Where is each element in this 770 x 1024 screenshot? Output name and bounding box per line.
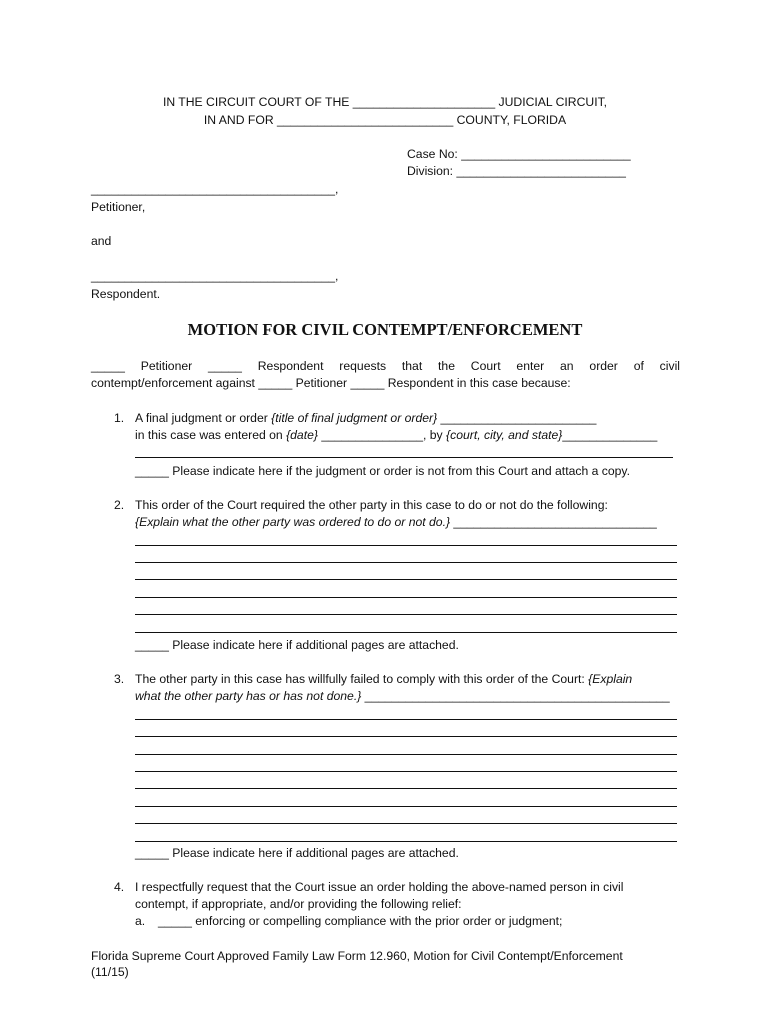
item-2-blank-rule bbox=[135, 632, 677, 633]
item-1-checkbox-line: _____ Please indicate here if the judgment or order is not from this Court and attach a copy. bbox=[135, 464, 631, 478]
item-3-blank-rule bbox=[135, 736, 677, 737]
court-line-2: IN AND FOR __________________________ COUNTY, FLORIDA bbox=[203, 113, 567, 127]
item-3-line-1-text: The other party in this case has willfully failed to comply with this order of the Court: bbox=[135, 672, 589, 686]
item-2-line-2 bbox=[135, 515, 657, 529]
item-4a-text: _____ enforcing or compelling compliance with the prior order or judgment; bbox=[158, 914, 563, 928]
item-3-explain-hint: {Explain bbox=[588, 672, 633, 686]
item-3-blank-rule bbox=[135, 823, 677, 824]
item-3-blank-rule bbox=[135, 719, 677, 720]
item-3-line-1 bbox=[135, 672, 632, 686]
item-3-line-2 bbox=[135, 689, 670, 703]
item-3-explain-hint-cont: what the other party has or has not done.} bbox=[135, 689, 362, 703]
item-1-court-hint: {court, city, and state} bbox=[446, 428, 563, 442]
court-line-1: IN THE CIRCUIT COURT OF THE _____________________ JUDICIAL CIRCUIT, bbox=[162, 95, 608, 109]
item-1-number: 1. bbox=[114, 411, 125, 425]
document-title: MOTION FOR CIVIL CONTEMPT/ENFORCEMENT bbox=[187, 320, 583, 339]
item-2-blank-rule bbox=[135, 597, 677, 598]
item-2-blank-rule bbox=[135, 579, 677, 580]
item-1-line-1 bbox=[135, 411, 596, 425]
petitioner-label: Petitioner, bbox=[91, 200, 146, 214]
item-3-blank-rule bbox=[135, 806, 677, 807]
item-1-line-2 bbox=[135, 428, 657, 442]
item-2-explain-hint: {Explain what the other party was ordered to do or not do.} bbox=[135, 515, 451, 529]
item-1-court-blank: ______________ bbox=[562, 428, 658, 442]
and-label: and bbox=[91, 234, 112, 248]
item-2-line-1: This order of the Court required the other party in this case to do or not do the following: bbox=[135, 498, 608, 512]
division-field: Division: _________________________ bbox=[407, 164, 626, 178]
item-1-line-2-text: in this case was entered on bbox=[135, 428, 287, 442]
item-3-blank-rule bbox=[135, 771, 677, 772]
intro-line-1: _____ Petitioner _____ Respondent requests that the Court enter an order of civil bbox=[91, 359, 680, 373]
item-1-line-1-text: A final judgment or order bbox=[135, 411, 272, 425]
form-footer-line-2: (11/15) bbox=[91, 965, 129, 979]
item-1-date-hint: {date} bbox=[286, 428, 318, 442]
intro-paragraph bbox=[91, 358, 680, 392]
item-3-blank-rule bbox=[135, 841, 677, 842]
item-2-blank-rule bbox=[135, 614, 677, 615]
item-2-number: 2. bbox=[114, 498, 125, 512]
item-3-blank-rule bbox=[135, 754, 677, 755]
petitioner-name-blank: ____________________________________, bbox=[91, 182, 339, 196]
item-3-explain-blank: _____________________________________________ bbox=[361, 689, 670, 703]
item-1-title-blank: _______________________ bbox=[437, 411, 597, 425]
item-4-number: 4. bbox=[114, 880, 125, 894]
item-1-title-hint: {title of final judgment or order} bbox=[271, 411, 438, 425]
item-3-blank-rule bbox=[135, 788, 677, 789]
item-4-line-2: contempt, if appropriate, and/or providing the following relief: bbox=[135, 897, 462, 911]
respondent-label: Respondent. bbox=[91, 287, 161, 301]
item-1-blank-rule bbox=[135, 457, 673, 458]
item-3-checkbox-line: _____ Please indicate here if additional pages are attached. bbox=[135, 846, 459, 860]
item-4a-label: a. bbox=[135, 914, 146, 928]
case-number-field: Case No: _________________________ bbox=[407, 147, 631, 161]
item-2-checkbox-line: _____ Please indicate here if additional pages are attached. bbox=[135, 638, 459, 652]
form-footer-line-1: Florida Supreme Court Approved Family Law Form 12.960, Motion for Civil Contempt/Enforcement bbox=[91, 949, 623, 963]
item-3-number: 3. bbox=[114, 672, 125, 686]
item-2-explain-blank: ______________________________ bbox=[450, 515, 657, 529]
item-4-line-1: I respectfully request that the Court issue an order holding the above-named person in civil bbox=[135, 880, 624, 894]
respondent-name-blank: ____________________________________, bbox=[91, 269, 339, 283]
item-2-blank-rule bbox=[135, 562, 677, 563]
intro-line-2: contempt/enforcement against _____ Petitioner _____ Respondent in this case because: bbox=[91, 376, 571, 390]
item-1-date-blank: _______________, by bbox=[317, 428, 447, 442]
item-2-blank-rule bbox=[135, 545, 677, 546]
